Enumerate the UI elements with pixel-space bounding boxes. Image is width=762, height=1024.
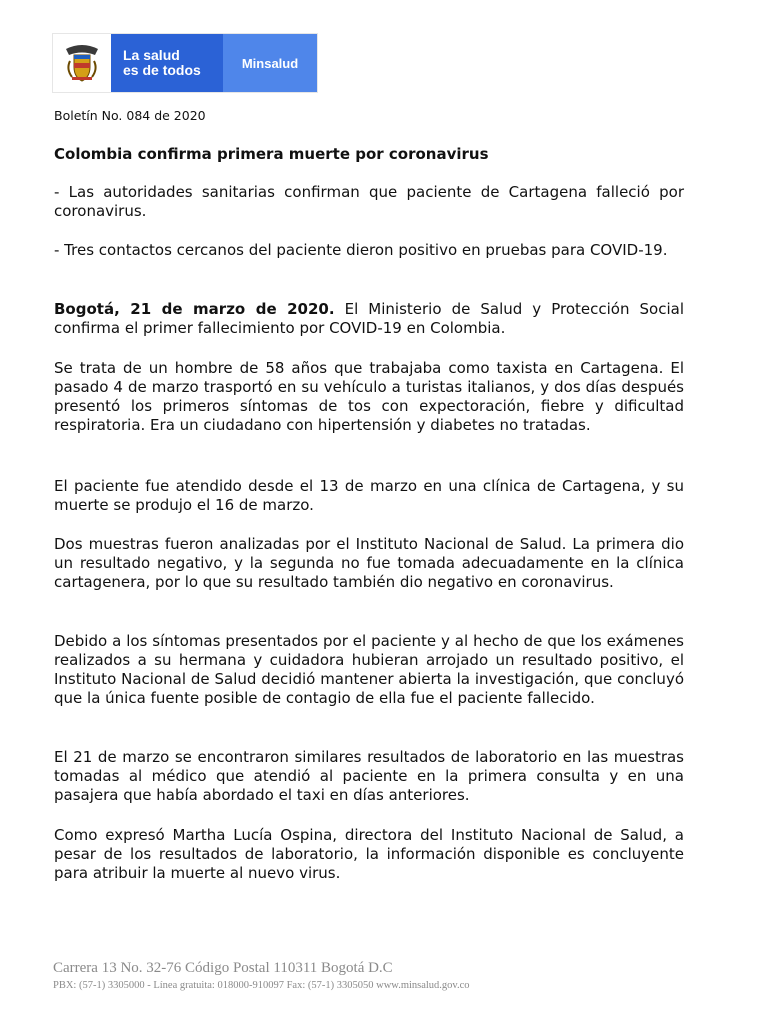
minsalud-logo — [53, 34, 317, 92]
lead-paragraph — [54, 300, 684, 338]
body-paragraph: Debido a los síntomas presentados por el paciente y al hecho de que los exámenes realizados a su hermana y cuidadora hubieran arrojado un resultado positivo, el Instituto Nacional de Salud decidió mantener abierta la investigación, que concluyó que la única fuente posible de contagio de ella fue el paciente fallecido. — [54, 632, 684, 707]
body-paragraph: Como expresó Martha Lucía Ospina, directora del Instituto Nacional de Salud, a pesar de los resultados de laboratorio, la información disponible es concluyente para atribuir la muerte al nuevo virus. — [54, 826, 684, 882]
bulletin-number: Boletín No. 084 de 2020 — [54, 108, 206, 123]
colombia-coat-of-arms-icon — [53, 34, 111, 92]
page-title: Colombia confirma primera muerte por coronavirus — [54, 145, 489, 163]
body-paragraph: El 21 de marzo se encontraron similares resultados de laboratorio en las muestras tomadas al médico que atendió al paciente en la primera consulta y en una pasajera que había abordado el taxi en días anteriores. — [54, 748, 684, 804]
body-paragraph: El paciente fue atendido desde el 13 de marzo en una clínica de Cartagena, y su muerte se produjo el 16 de marzo. — [54, 477, 684, 514]
logo-slogan-line2: es de todos — [123, 62, 201, 78]
logo-slogan — [111, 34, 223, 92]
footer-address: Carrera 13 No. 32-76 Código Postal 110311 Bogotá D.C — [53, 960, 393, 976]
footer — [53, 960, 470, 991]
body-paragraph: Dos muestras fueron analizadas por el Instituto Nacional de Salud. La primera dio un resultado negativo, y la segunda no fue tomada adecuadamente en la clínica cartagenera, por lo que su resultado también dio negativo en coronavirus. — [54, 535, 684, 591]
bullet-point: - Las autoridades sanitarias confirman que paciente de Cartagena falleció por coronavirus. — [54, 183, 684, 220]
footer-contact: PBX: (57-1) 3305000 - Línea gratuita: 018000-910097 Fax: (57-1) 3305050 www.minsalud.gov.co — [53, 980, 470, 991]
logo-slogan-line1: La salud — [123, 47, 180, 63]
bullet-point: - Tres contactos cercanos del paciente dieron positivo en pruebas para COVID-19. — [54, 241, 668, 259]
lead-text: El Ministerio de Salud y Protección Social confirma el primer fallecimiento por COVID-19 en Colombia. — [54, 300, 684, 337]
body-paragraph: Se trata de un hombre de 58 años que trabajaba como taxista en Cartagena. El pasado 4 de marzo trasportó en su vehículo a turistas italianos, y dos días después presentó los primeros síntomas de tos con expectoración, fiebre y dificultad respiratoria. Era un ciudadano con hipertensión y diabetes no tratadas. — [54, 359, 684, 434]
dateline: Bogotá, 21 de marzo de 2020. — [54, 300, 335, 318]
logo-brand: Minsalud — [223, 34, 317, 92]
